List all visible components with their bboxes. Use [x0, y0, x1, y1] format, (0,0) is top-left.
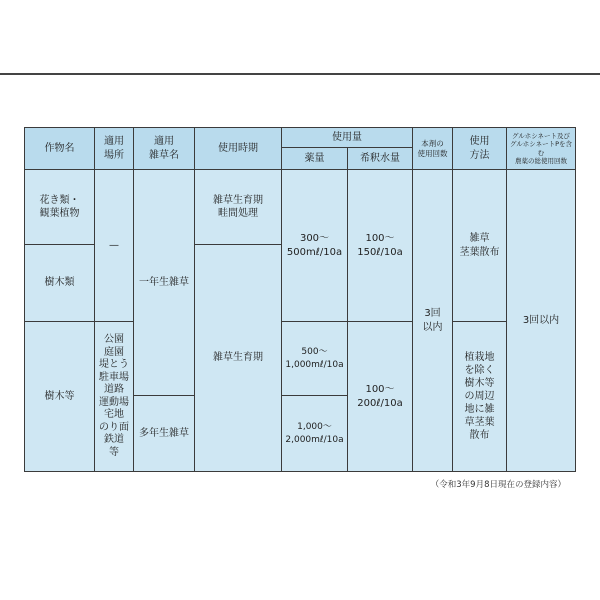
header-timing: 使用時期 [195, 128, 282, 170]
cell-crop-trees: 樹木類 [25, 245, 95, 322]
top-divider [0, 73, 600, 75]
header-count: 本剤の 使用回数 [413, 128, 453, 170]
cell-method-2: 植栽地 を除く 樹木等 の周辺 地に雑 草茎葉 散布 [453, 322, 507, 472]
registration-note: （令和3年9月8日現在の登録内容） [430, 480, 566, 490]
header-water: 希釈水量 [348, 148, 413, 170]
cell-total: 3回以内 [507, 170, 576, 472]
cell-crop-flowers: 花き類・ 観葉植物 [25, 170, 95, 245]
header-site: 適用 場所 [95, 128, 134, 170]
cell-dose-2: 500～ 1,000mℓ/10a [282, 322, 348, 396]
cell-site-list: 公園 庭園 堤とう 駐車場 道路 運動場 宅地 のり面 鉄道 等 [95, 322, 134, 472]
header-total: グルホシネート及び グルホシネートPを含む 農薬の総使用回数 [507, 128, 576, 170]
header-agent: 薬量 [282, 148, 348, 170]
header-amount: 使用量 [282, 128, 413, 148]
cell-dose-3: 1,000～ 2,000mℓ/10a [282, 396, 348, 472]
cell-count: 3回 以内 [413, 170, 453, 472]
cell-site-dash: — [95, 170, 134, 322]
header-crop: 作物名 [25, 128, 95, 170]
cell-crop-trees-etc: 樹木等 [25, 322, 95, 472]
cell-method-1: 雑草 茎葉散布 [453, 170, 507, 322]
header-weed: 適用 雑草名 [134, 128, 195, 170]
cell-dose-1: 300～ 500mℓ/10a [282, 170, 348, 322]
cell-water-2: 100～ 200ℓ/10a [348, 322, 413, 472]
header-method: 使用 方法 [453, 128, 507, 170]
registration-table [24, 127, 576, 472]
cell-weed-perennial: 多年生雑草 [134, 396, 195, 472]
cell-water-1: 100～ 150ℓ/10a [348, 170, 413, 322]
cell-timing-growth-interrow: 雑草生育期 畦間処理 [195, 170, 282, 245]
cell-timing-growth: 雑草生育期 [195, 245, 282, 472]
cell-weed-annual: 一年生雑草 [134, 170, 195, 396]
